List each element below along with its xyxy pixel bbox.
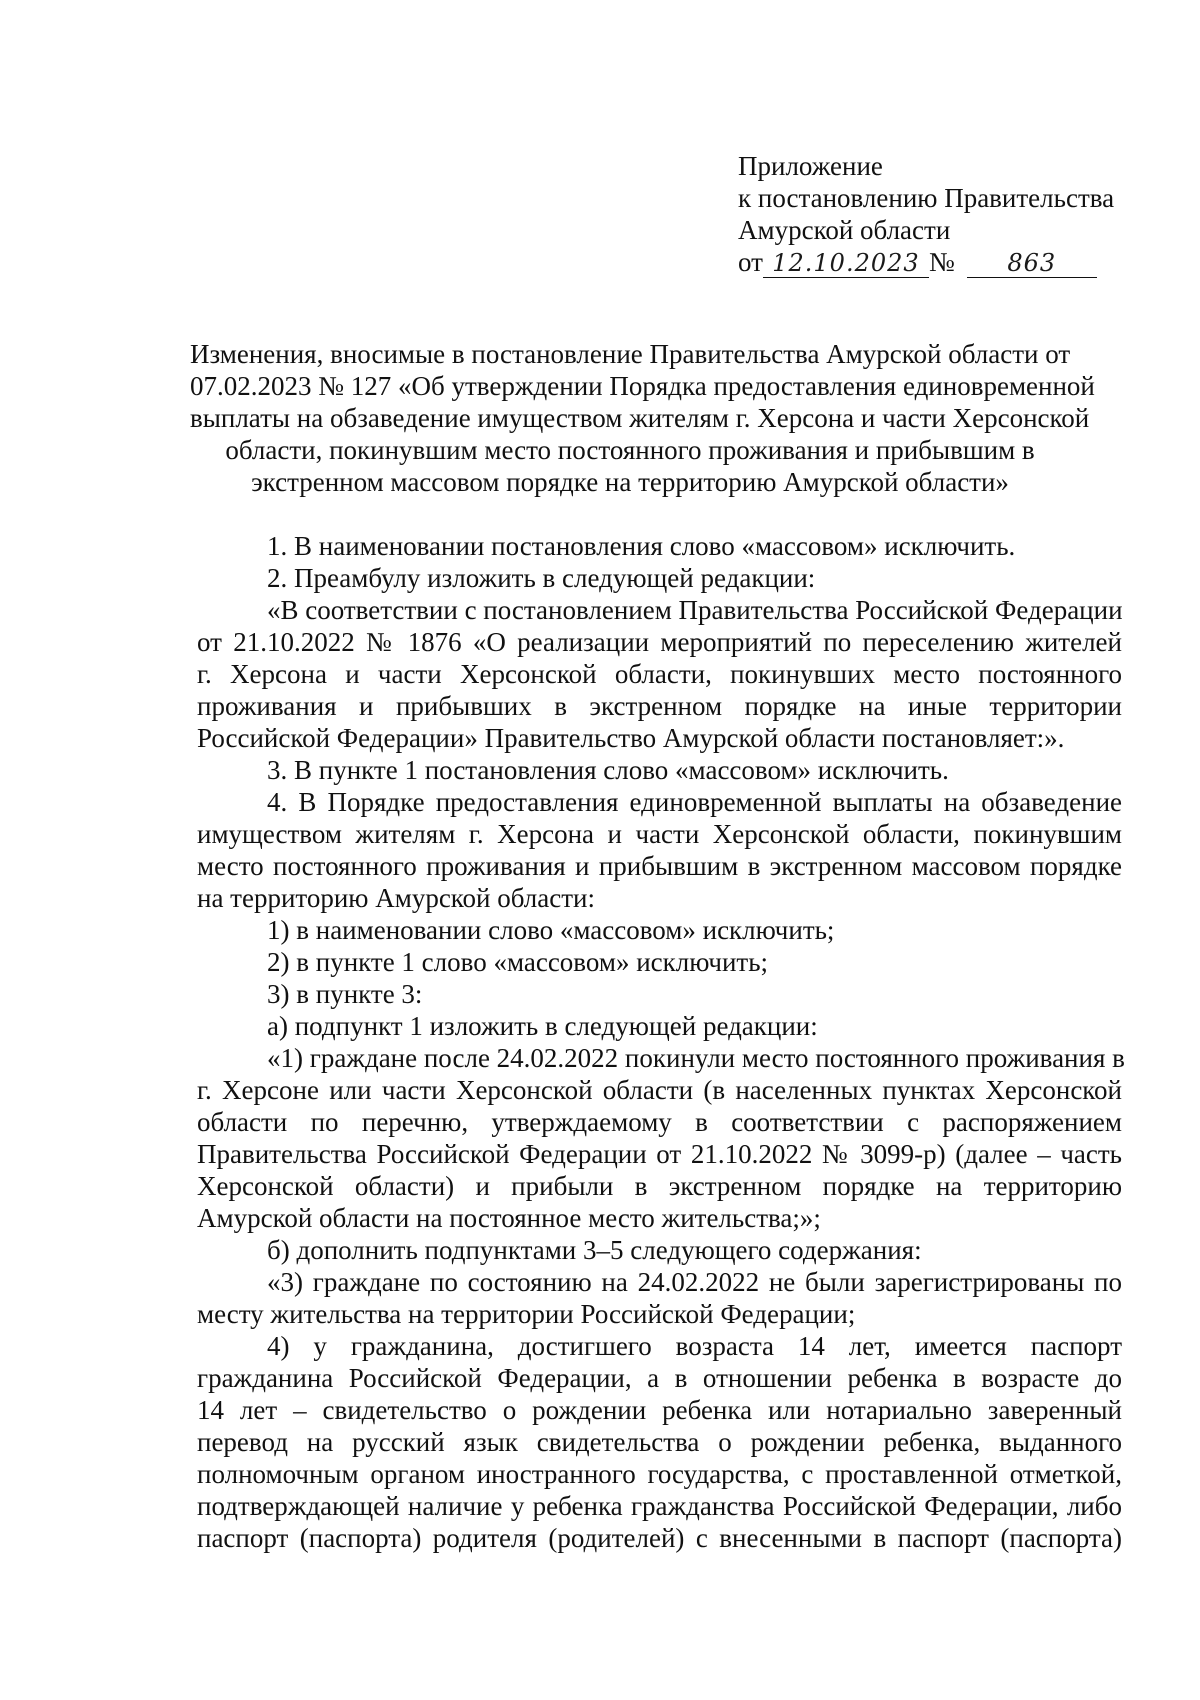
document-title (190, 338, 1095, 498)
body-line: место постоянного проживания и прибывшим в экстренном массовом порядке (197, 851, 1122, 881)
document-body (197, 530, 1125, 1554)
body-line: имуществом жителям г. Херсона и части Херсонской области, покинувшим (197, 819, 1122, 849)
number-sign: № (928, 247, 955, 277)
date-prefix: от (738, 247, 763, 277)
body-line: б) дополнить подпунктами 3–5 следующего содержания: (267, 1235, 922, 1265)
handwritten-date: 12.10.2023 (763, 249, 929, 278)
body-line: 2. Преамбулу изложить в следующей редакции: (267, 563, 816, 593)
appendix-date-line (738, 246, 1158, 278)
appendix-line: Амурской области (738, 215, 951, 245)
body-line: г. Херсоне или части Херсонской области (в населенных пунктах Херсонской (197, 1075, 1122, 1105)
body-line: 1. В наименовании постановления слово «массовом» исключить. (267, 531, 1016, 561)
body-line: 1) в наименовании слово «массовом» исключить; (267, 915, 835, 945)
body-line: гражданина Российской Федерации, а в отношении ребенка в возрасте до (197, 1363, 1122, 1393)
handwritten-number: 863 (967, 249, 1097, 278)
appendix-line: Приложение (738, 151, 883, 181)
title-line: выплаты на обзаведение имуществом жителям г. Херсона и части Херсонской (190, 403, 1090, 433)
body-line: 3) в пункте 3: (267, 979, 423, 1009)
body-line: 4) у гражданина, достигшего возраста 14 лет, имеется паспорт (267, 1331, 1122, 1361)
body-line: 2) в пункте 1 слово «массовом» исключить; (267, 947, 769, 977)
appendix-line: к постановлению Правительства (738, 183, 1115, 213)
body-line: г. Херсона и части Херсонской области, покинувших место постоянного (197, 659, 1122, 689)
body-line: «1) граждане после 24.02.2022 покинули место постоянного проживания в (267, 1043, 1125, 1073)
body-line: подтверждающей наличие у ребенка гражданства Российской Федерации, либо (197, 1491, 1122, 1521)
body-line: 14 лет – свидетельство о рождении ребенка или нотариально заверенный (197, 1395, 1122, 1425)
body-line: на территорию Амурской области: (197, 883, 595, 913)
title-line: экстренном массовом порядке на территорию Амурской области» (251, 467, 1009, 497)
body-line: а) подпункт 1 изложить в следующей редакции: (267, 1011, 818, 1041)
body-line: Правительства Российской Федерации от 21.10.2022 № 3099-р) (далее – часть (197, 1139, 1122, 1169)
title-line: области, покинувшим место постоянного проживания и прибывшим в (225, 435, 1035, 465)
body-line: полномочным органом иностранного государства, с проставленной отметкой, (197, 1459, 1122, 1489)
body-line: «В соответствии с постановлением Правительства Российской Федерации (267, 595, 1123, 625)
title-line: Изменения, вносимые в постановление Правительства Амурской области от (190, 339, 1071, 369)
body-line: паспорт (паспорта) родителя (родителей) с внесенными в паспорт (паспорта) (197, 1523, 1122, 1553)
body-line: 3. В пункте 1 постановления слово «массовом» исключить. (267, 755, 949, 785)
body-line: проживания и прибывших в экстренном порядке на иные территории (197, 691, 1122, 721)
body-line: области по перечню, утверждаемому в соответствии с распоряжением (197, 1107, 1122, 1137)
appendix-header (738, 150, 1158, 278)
body-line: 4. В Порядке предоставления единовременной выплаты на обзаведение (267, 787, 1122, 817)
body-line: перевод на русский язык свидетельства о рождении ребенка, выданного (197, 1427, 1122, 1457)
title-line: 07.02.2023 № 127 «Об утверждении Порядка предоставления единовременной (190, 371, 1095, 401)
body-line: Амурской области на постоянное место жительства;»; (197, 1203, 821, 1233)
body-line: от 21.10.2022 № 1876 «О реализации мероприятий по переселению жителей (197, 627, 1122, 657)
body-line: Российской Федерации» Правительство Амурской области постановляет:». (197, 723, 1065, 753)
body-line: Херсонской области) и прибыли в экстренном порядке на территорию (197, 1171, 1122, 1201)
body-line: месту жительства на территории Российской Федерации; (197, 1299, 856, 1329)
body-line: «3) граждане по состоянию на 24.02.2022 не были зарегистрированы по (267, 1267, 1122, 1297)
